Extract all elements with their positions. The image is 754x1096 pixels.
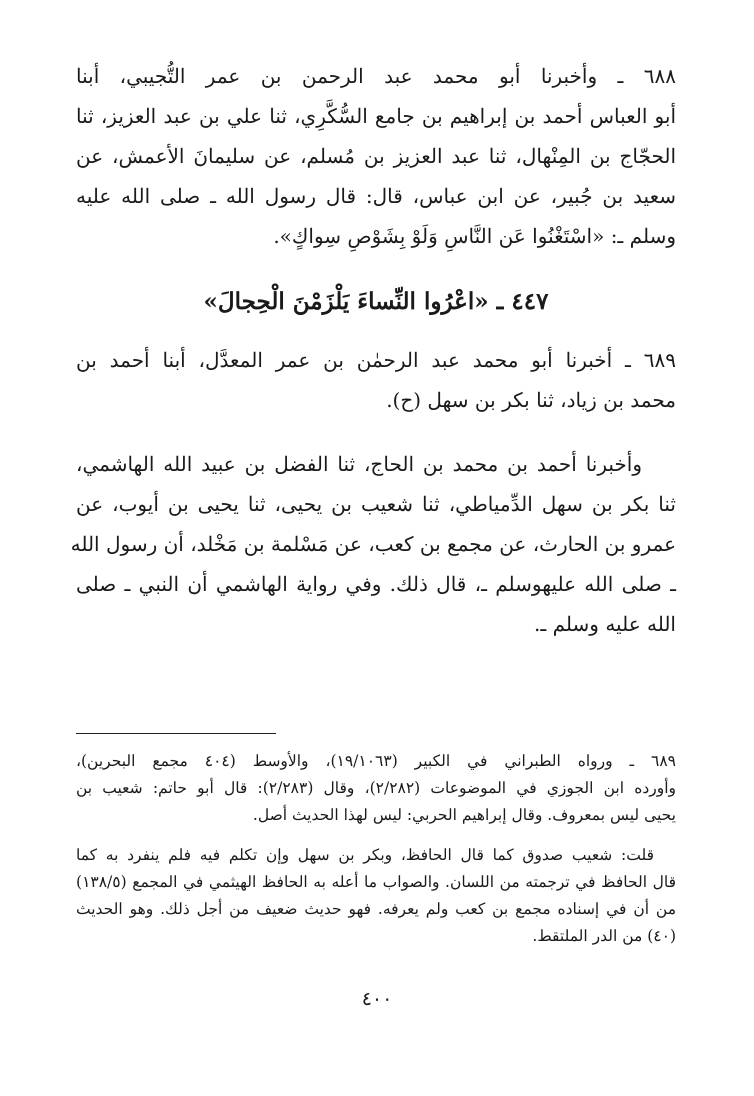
second-chain: [70, 444, 676, 644]
chapter-heading: ٤٤٧ ـ «اعْرُوا النِّساءَ يَلْزَمْنَ الْحِجالَ»: [203, 288, 549, 315]
footnote-comment: [76, 842, 676, 950]
footnote-line: قلت: شعيب صدوق كما قال الحافظ، وبكر بن سهل وإن تكلم فيه فلم ينفرد به كما: [76, 846, 654, 864]
footnote-divider: [76, 733, 276, 734]
text-line: ٦٨٩ ـ أخبرنا أبو محمد عبد الرحمٰن بن عمر المعدَّل، أبنا أحمد بن: [76, 348, 676, 372]
hadith-689: [76, 340, 676, 420]
footnote-line: من أن في إسناده مجمع بن كعب ولم يعرفه. فهو حديث ضعيف من أجل ذلك. وهو الحديث: [76, 900, 676, 918]
footnotes: [76, 748, 676, 950]
text-line: ثنا بكر بن سهل الدِّمياطي، ثنا شعيب بن يحيى، ثنا يحيى بن أيوب، عن: [76, 492, 676, 516]
text-line: عمرو بن الحارث، عن مجمع بن كعب، عن مَسْلمة بن مَخْلد، أن رسول الله: [70, 532, 676, 556]
main-text: [70, 56, 676, 644]
text-line: الحجّاج بن المِنْهال، ثنا عبد العزيز بن مُسلم، عن سليمانَ الأعمش، عن: [76, 144, 676, 168]
footnote-line: قال الحافظ في ترجمته من اللسان. والصواب ما أعله به الحافظ الهيثمي في المجمع (١٣٨/٥): [76, 873, 676, 891]
text-line: وأخبرنا أحمد بن محمد بن الحاج، ثنا الفضل بن عبيد الله الهاشمي،: [76, 452, 642, 476]
text-line: سعيد بن جُبير، عن ابن عباس، قال: قال رسول الله ـ صلى الله عليه: [76, 184, 676, 208]
footnote-line: (٤٠) من الدر الملتقط.: [532, 927, 676, 945]
text-line: أبو العباس أحمد بن إبراهيم بن جامع السُّكَّرِي، ثنا علي بن عبد العزيز، ثنا: [76, 104, 676, 128]
footnote-line: وأورده ابن الجوزي في الموضوعات (٢/٢٨٢)، وقال (٢/٢٨٣): قال أبو حاتم: شعيب بن: [76, 779, 676, 797]
hadith-688: [76, 56, 676, 256]
text-line: وسلم ـ: «اسْتَغْنُوا عَن النَّاسِ وَلَوْ بِشَوْصِ سِواكٍ».: [273, 224, 676, 248]
text-line: ـ صلى الله عليهوسلم ـ، قال ذلك. وفي رواية الهاشمي أن النبي ـ صلى: [76, 572, 676, 596]
page-number: ٤٠٠: [361, 988, 393, 1010]
footnote-689: [76, 748, 676, 829]
text-line: الله عليه وسلم ـ.: [534, 612, 676, 636]
footnote-line: ٦٨٩ ـ ورواه الطبراني في الكبير (١٩/١٠٦٣)، والأوسط (٤٠٤ مجمع البحرين)،: [76, 752, 676, 770]
text-line: محمد بن زياد، ثنا بكر بن سهل (ح).: [386, 388, 676, 412]
footnote-line: يحيى ليس بمعروف. وقال إبراهيم الحربي: ليس لهذا الحديث أصل.: [252, 806, 676, 824]
text-line: ٦٨٨ ـ وأخبرنا أبو محمد عبد الرحمن بن عمر التُّجيبي، أبنا: [76, 64, 676, 88]
